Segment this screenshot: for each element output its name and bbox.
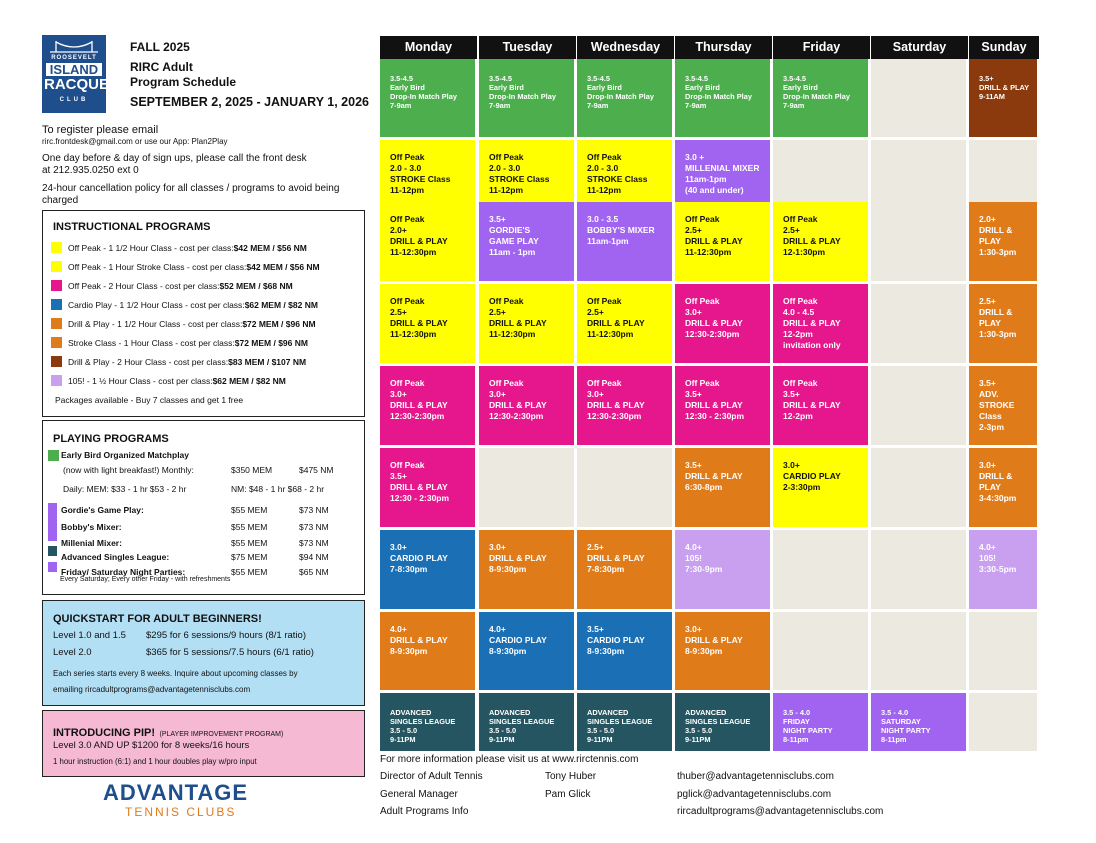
schedule-cell-empty <box>871 59 968 139</box>
quickstart-note2: emailing rircadultprograms@advantagetennisclubs.com <box>53 685 251 694</box>
quickstart-level2: Level 2.0 <box>53 647 92 658</box>
schedule-cell: 3.5 - 4.0 FRIDAY NIGHT PARTY 8-11pm <box>773 693 870 753</box>
footer-info: For more information please visit us at www.rirctennis.com <box>380 754 639 765</box>
title-line2: Program Schedule <box>130 75 237 89</box>
schedule-cell: Off Peak 2.0 - 3.0 STROKE Class 11-12pm <box>479 140 576 221</box>
schedule-cell: 2.5+ DRILL & PLAY 1:30-3pm <box>969 284 1039 365</box>
advantage-logo-text: ADVANTAGE <box>103 780 249 805</box>
playing-row-mem: $55 MEM <box>231 538 268 548</box>
schedule-cell: ADVANCED SINGLES LEAGUE 3.5 - 5.0 9-11PM <box>577 693 674 753</box>
schedule-cell: Off Peak 3.5+ DRILL & PLAY 12:30 - 2:30pm <box>380 448 477 529</box>
instructional-item <box>51 375 286 386</box>
playing-row-nm: $73 NM <box>299 505 329 515</box>
schedule-cell-empty <box>969 693 1039 753</box>
schedule-cell: Off Peak 3.0+ DRILL & PLAY 12:30-2:30pm <box>380 366 477 447</box>
instructional-title: INSTRUCTIONAL PROGRAMS <box>53 221 211 233</box>
schedule-cell: 3.5 - 4.0 SATURDAY NIGHT PARTY 8-11pm <box>871 693 968 753</box>
schedule-cell-empty <box>871 612 968 692</box>
pip-title: INTRODUCING PIP! <box>53 727 156 739</box>
schedule-cell: 3.5+ GORDIE'S GAME PLAY 11am - 1pm <box>479 202 576 283</box>
color-swatch <box>51 280 62 291</box>
day-header-monday: Monday <box>380 36 477 59</box>
schedule-cell: 3.5+ ADV. STROKE Class 2-3pm <box>969 366 1039 447</box>
mixer-swatch <box>48 503 57 541</box>
playing-row-name: Gordie's Game Play: <box>61 505 144 515</box>
footer-role1: Director of Adult Tennis <box>380 771 483 782</box>
schedule-cell: Off Peak 2.0 - 3.0 STROKE Class 11-12pm <box>577 140 674 221</box>
cancellation-policy-2: charged <box>42 195 79 206</box>
schedule-cell: 3.5-4.5 Early Bird Drop-In Match Play 7-9am <box>577 59 674 139</box>
color-swatch <box>51 337 62 348</box>
instructional-programs-box <box>42 210 365 417</box>
schedule-cell-empty <box>871 530 968 611</box>
cancellation-policy: 24-hour cancellation policy for all classes / programs to avoid being <box>42 183 340 194</box>
pip-box <box>42 710 365 777</box>
item-text: 105! - 1 ½ Hour Class - cost per class: <box>68 375 213 386</box>
schedule-cell: Off Peak 2.0+ DRILL & PLAY 11-12:30pm <box>380 202 477 283</box>
season-label: FALL 2025 <box>130 40 190 54</box>
playing-row-name: Bobby's Mixer: <box>61 522 122 532</box>
packages-note: Packages available - Buy 7 classes and get 1 free <box>55 395 244 405</box>
day-header-saturday: Saturday <box>871 36 968 59</box>
quickstart-level1-price: $295 for 6 sessions/9 hours (8/1 ratio) <box>146 630 307 641</box>
schedule-cell-empty <box>773 530 870 611</box>
schedule-cell: Off Peak 3.0+ DRILL & PLAY 12:30-2:30pm <box>577 366 674 447</box>
schedule-cell: 3.5-4.5 Early Bird Drop-In Match Play 7-9am <box>380 59 477 139</box>
item-text: Drill & Play - 2 Hour Class - cost per class: <box>68 356 229 367</box>
schedule-cell: 3.0+ CARDIO PLAY 7-8:30pm <box>380 530 477 611</box>
logo-line1: ROOSEVELT <box>51 55 97 61</box>
schedule-cell: ADVANCED SINGLES LEAGUE 3.5 - 5.0 9-11PM <box>479 693 576 753</box>
schedule-cell: Off Peak 2.5+ DRILL & PLAY 12-1:30pm <box>773 202 870 283</box>
schedule-cell-empty <box>871 448 968 529</box>
instructional-item <box>51 261 320 272</box>
logo-line2: ISLAND <box>46 63 102 76</box>
pip-line2: 1 hour instruction (6:1) and 1 hour doubles play w/pro input <box>53 757 257 766</box>
item-price: $62 MEM / $82 NM <box>244 299 318 310</box>
pip-title-row <box>53 723 283 741</box>
schedule-cell-empty <box>871 366 968 447</box>
schedule-cell: 3.0+ DRILL & PLAY 8-9:30pm <box>675 612 772 692</box>
footer-role3: Adult Programs Info <box>380 806 469 817</box>
item-text: Off Peak - 1 1/2 Hour Class - cost per class: <box>68 242 234 253</box>
schedule-cell: Off Peak 3.5+ DRILL & PLAY 12:30 - 2:30pm <box>675 366 772 447</box>
item-text: Stroke Class - 1 Hour Class - cost per class: <box>68 337 235 348</box>
schedule-cell: 3.5-4.5 Early Bird Drop-In Match Play 7-9am <box>773 59 870 139</box>
register-heading: To register please email <box>42 124 159 136</box>
schedule-cell: Off Peak 4.0 - 4.5 DRILL & PLAY 12-2pm invitation only <box>773 284 870 365</box>
schedule-cell-empty <box>871 202 968 283</box>
footer-email1: thuber@advantagetennisclubs.com <box>677 771 834 782</box>
party-swatch <box>48 562 57 572</box>
playing-row-mem: $55 MEM <box>231 505 268 515</box>
day-header-wednesday: Wednesday <box>577 36 674 59</box>
playing-row-nm: $73 NM <box>299 538 329 548</box>
tennis-clubs-text: TENNIS CLUBS <box>125 805 237 819</box>
schedule-cell: 2.5+ DRILL & PLAY 7-8:30pm <box>577 530 674 611</box>
schedule-cell-empty <box>871 284 968 365</box>
schedule-cell: 4.0+ CARDIO PLAY 8-9:30pm <box>479 612 576 692</box>
playing-row-name: Millenial Mixer: <box>61 538 122 548</box>
item-text: Off Peak - 2 Hour Class - cost per class: <box>68 280 220 291</box>
schedule-cell-empty <box>479 448 576 529</box>
pip-subtitle: (PLAYER IMPROVEMENT PROGRAM) <box>159 731 284 738</box>
schedule-cell: Off Peak 2.5+ DRILL & PLAY 11-12:30pm <box>380 284 477 365</box>
title-line1: RIRC Adult <box>130 60 193 74</box>
club-logo <box>42 35 119 113</box>
color-swatch <box>51 318 62 329</box>
footer-name2: Pam Glick <box>545 789 591 800</box>
playing-row-nm: $65 NM <box>299 567 329 577</box>
color-swatch <box>51 356 62 367</box>
footer-email2: pglick@advantagetennisclubs.com <box>677 789 832 800</box>
item-price: $42 MEM / $56 NM <box>233 242 307 253</box>
schedule-cell: ADVANCED SINGLES LEAGUE 3.5 - 5.0 9-11PM <box>675 693 772 753</box>
schedule-cell: Off Peak 3.0+ DRILL & PLAY 12:30-2:30pm <box>675 284 772 365</box>
footer-name1: Tony Huber <box>545 771 597 782</box>
item-price: $83 MEM / $107 NM <box>228 356 307 367</box>
color-swatch <box>51 242 62 253</box>
instructional-item <box>51 356 306 367</box>
date-range: SEPTEMBER 2, 2025 - JANUARY 1, 2026 <box>130 95 369 109</box>
instructional-item <box>51 318 316 329</box>
schedule-cell: 3.0+ CARDIO PLAY 2-3:30pm <box>773 448 870 529</box>
playing-row-mem: $55 MEM <box>231 567 268 577</box>
item-text: Cardio Play - 1 1/2 Hour Class - cost per class: <box>68 299 245 310</box>
schedule-cell: Off Peak 2.5+ DRILL & PLAY 11-12:30pm <box>577 284 674 365</box>
instructional-item <box>51 280 293 291</box>
schedule-cell: 3.5+ DRILL & PLAY 9-11AM <box>969 59 1039 139</box>
item-price: $62 MEM / $82 NM <box>212 375 286 386</box>
monthly-label: (now with light breakfast!) Monthly: <box>63 465 194 475</box>
schedule-cell: Off Peak 2.0 - 3.0 STROKE Class 11-12pm <box>380 140 477 221</box>
item-text: Off Peak - 1 Hour Stroke Class - cost per class: <box>68 261 247 272</box>
quickstart-title: QUICKSTART FOR ADULT BEGINNERS! <box>53 613 262 625</box>
party-note: Every Saturday; Every other Friday - with refreshments <box>60 576 231 583</box>
day-header-thursday: Thursday <box>675 36 772 59</box>
schedule-cell: 4.0+ 105! 3:30-5pm <box>969 530 1039 611</box>
day-header-tuesday: Tuesday <box>479 36 576 59</box>
playing-row-nm: $94 NM <box>299 552 329 562</box>
color-swatch <box>51 299 62 310</box>
playing-row-name: Friday/ Saturday Night Parties: <box>61 567 186 577</box>
league-swatch <box>48 546 57 556</box>
day-header-sunday: Sunday <box>969 36 1039 59</box>
quickstart-level2-price: $365 for 5 sessions/7.5 hours (6/1 ratio) <box>146 647 314 658</box>
quickstart-level1: Level 1.0 and 1.5 <box>53 630 126 641</box>
schedule-cell: 3.0+ DRILL & PLAY 3-4:30pm <box>969 448 1039 529</box>
color-swatch <box>51 261 62 272</box>
footer-email3: rircadultprograms@advantagetennisclubs.com <box>677 806 884 817</box>
schedule-cell-empty <box>969 612 1039 692</box>
playing-row-nm: $73 NM <box>299 522 329 532</box>
logo-line3: RACQUET <box>44 76 119 93</box>
earlybird-label: Early Bird Organized Matchplay <box>61 450 190 460</box>
pip-line1: Level 3.0 AND UP $1200 for 8 weeks/16 hours <box>53 740 250 751</box>
daily-mem: Daily: MEM: $33 - 1 hr $53 - 2 hr <box>63 484 187 494</box>
color-swatch <box>51 375 62 386</box>
earlybird-swatch <box>48 450 59 461</box>
schedule-cell-empty <box>577 448 674 529</box>
item-price: $52 MEM / $68 NM <box>219 280 293 291</box>
schedule-cell: Off Peak 3.0+ DRILL & PLAY 12:30-2:30pm <box>479 366 576 447</box>
playing-row-name: Advanced Singles League: <box>61 552 170 562</box>
playing-row-mem: $75 MEM <box>231 552 268 562</box>
schedule-cell: Off Peak 3.5+ DRILL & PLAY 12-2pm <box>773 366 870 447</box>
playing-title: PLAYING PROGRAMS <box>53 433 169 445</box>
schedule-cell: Off Peak 2.5+ DRILL & PLAY 11-12:30pm <box>479 284 576 365</box>
schedule-cell: 3.0+ DRILL & PLAY 8-9:30pm <box>479 530 576 611</box>
schedule-cell: 3.5+ CARDIO PLAY 8-9:30pm <box>577 612 674 692</box>
instructional-item <box>51 242 307 253</box>
schedule-cell: 3.5-4.5 Early Bird Drop-In Match Play 7-9am <box>675 59 772 139</box>
schedule-cell: 3.5-4.5 Early Bird Drop-In Match Play 7-9am <box>479 59 576 139</box>
item-price: $72 MEM / $96 NM <box>234 337 308 348</box>
register-email: rirc.frontdesk@gmail.com or use our App: Plan2Play <box>42 137 228 146</box>
item-text: Drill & Play - 1 1/2 Hour Class - cost per class: <box>68 318 243 329</box>
schedule-cell-empty <box>773 612 870 692</box>
schedule-cell: 4.0+ 105! 7:30-9pm <box>675 530 772 611</box>
playing-programs-box <box>42 420 365 595</box>
bridge-icon <box>48 40 100 54</box>
register-phone: at 212.935.0250 ext 0 <box>42 165 139 176</box>
register-call: One day before & day of sign ups, please call the front desk <box>42 153 307 164</box>
schedule-cell: 3.0 + MILLENIAL MIXER 11am-1pm (40 and under) <box>675 140 772 221</box>
instructional-item <box>51 299 318 310</box>
monthly-mem: $350 MEM <box>231 465 273 475</box>
logo-line4: CLUB <box>59 97 89 103</box>
quickstart-box <box>42 600 365 706</box>
daily-nm: NM: $48 - 1 hr $68 - 2 hr <box>231 484 325 494</box>
playing-row-mem: $55 MEM <box>231 522 268 532</box>
schedule-cell: 4.0+ DRILL & PLAY 8-9:30pm <box>380 612 477 692</box>
schedule-cell: 3.0 - 3.5 BOBBY'S MIXER 11am-1pm <box>577 202 674 283</box>
schedule-cell: Off Peak 2.5+ DRILL & PLAY 11-12:30pm <box>675 202 772 283</box>
monthly-nm: $475 NM <box>299 465 334 475</box>
item-price: $72 MEM / $96 NM <box>242 318 316 329</box>
footer-role2: General Manager <box>380 789 458 800</box>
schedule-cell: 2.0+ DRILL & PLAY 1:30-3pm <box>969 202 1039 283</box>
schedule-cell: 3.5+ DRILL & PLAY 6:30-8pm <box>675 448 772 529</box>
item-price: $42 MEM / $56 NM <box>246 261 320 272</box>
day-header-friday: Friday <box>773 36 870 59</box>
schedule-cell: ADVANCED SINGLES LEAGUE 3.5 - 5.0 9-11PM <box>380 693 477 753</box>
quickstart-note1: Each series starts every 8 weeks. Inquire about upcoming classes by <box>53 669 298 678</box>
instructional-item <box>51 337 308 348</box>
